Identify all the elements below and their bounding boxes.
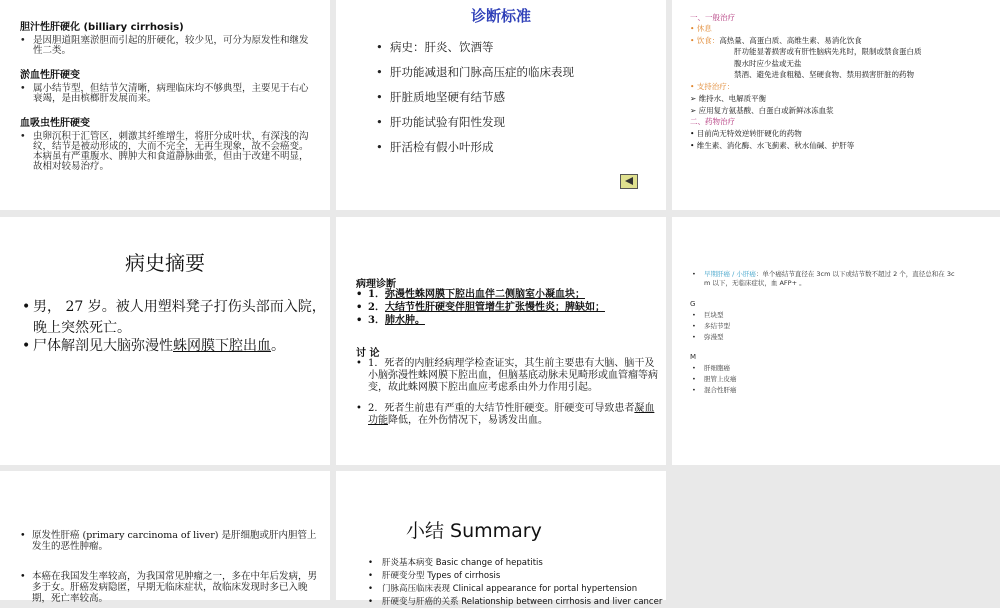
diagnosis-item [356,302,663,314]
underlined-term: 凝血功能 [368,403,655,426]
item-number: 3． [368,315,385,326]
list-item: • 肝细胞癌 [692,364,730,373]
section-text: • 虫卵沉积于汇管区，刺激其纤维增生，将肝分成叶状，有深浅的沟纹，结节是被动形成的，大而不完全，无再生现象，故不会癌变。本病虽有严重腹水、脾肿大和食道静脉曲张，但由于改建不明显，故相对较易治疗。 [20,132,312,172]
slide-thumbnail-5[interactable] [336,217,666,465]
list-item: • 维生素、消化酶、水飞蓟素、秋水仙碱、护肝等 [690,141,855,150]
back-arrow-icon[interactable] [620,174,638,189]
slide-title: 诊断标准 [470,7,531,25]
slide-thumbnail-8[interactable] [336,471,666,607]
section-congestive-cirrhosis [20,70,312,104]
section-title: 血吸虫性肝硬变 [20,118,90,129]
item-number: 1． [368,289,385,300]
slide-thumbnail-7[interactable] [0,471,330,604]
item-text: 降低，在外伤情况下，易诱发出血。 [388,415,548,426]
list-item: • 胆管上皮癌 [692,375,737,384]
list-item: 肝功能显著损害或有肝性脑病先兆时，限制或禁食蛋白质 [734,47,922,56]
list-item: • 肝功能试验有阳性发现 [376,110,574,135]
list-item: 禁酒、避免进食粗糙、坚硬食物、禁用损害肝脏的药物 [734,70,914,79]
slide-thumbnail-4[interactable] [0,217,330,465]
diagnosis-item [356,315,663,327]
list-item-text: 27 岁。被人用塑料凳子打伤头部而入院，晚上突然死亡。 [33,299,326,336]
slide-thumbnail-1[interactable] [0,0,330,210]
list-item-text: 尸体解剖见大脑弥漫性 [33,338,173,354]
slide-thumbnail-2[interactable] [336,0,666,210]
section-text: • 属小结节型，但结节欠清晰，病理临床均不够典型，主要见于右心衰竭，是由槟榔肝发展而来。 [20,84,312,104]
list-item-text: 男， [33,299,61,315]
list-item: • 肝功能减退和门脉高压症的临床表现 [376,60,574,85]
definition-text: ：单个癌结节直径在 3cm 以下或结节数不超过 2 个，直径总和在 3c [755,270,955,278]
slide-title: 病史摘要 [125,251,205,275]
list-item [22,297,328,339]
criteria-list [376,35,574,160]
gross-type-label: G [690,300,696,308]
list-item: • 弥漫型 [692,333,724,342]
slide-thumbnail-3[interactable] [672,0,1000,210]
list-item: • 支持治疗： [690,82,735,91]
discussion-item [356,403,663,427]
list-item: ➢ 应用复方氨基酸、白蛋白或新鲜冰冻血浆 [690,106,834,115]
list-item-text: 。 [271,338,285,354]
list-item-text: 高热量、高蛋白质、高维生素、易消化饮食 [719,36,862,45]
list-item: • 混合性肝癌 [692,386,737,395]
section-schistosomal-cirrhosis [20,118,312,172]
list-item: • 肝硬变分型 Types of cirrhosis [368,570,500,582]
definition-text: m 以下，无临床症状，血 AFP+ 。 [704,279,806,287]
heading-discussion: 讨 论 [356,348,380,359]
list-item: • 目前尚无特效逆转肝硬化的药物 [690,129,802,138]
discussion-item: • 1．死者的内脏经病理学检查证实，其生前主要患有大脑、脑干及小脑弥漫性蛛网膜下腔出血，但脑基底动脉未见畸形或血管瘤等病变，故此蛛网膜下腔出血应考虑系由外力作用引起。 [356,358,663,394]
list-item: • 多结节型 [692,322,730,331]
list-item: • 原发性肝癌 (primary carcinoma of liver) 是肝细胞或肝内胆管上发生的恶性肿瘤。 [20,530,324,552]
heading-general-treatment: 一、一般治疗 [690,13,735,22]
list-item: 腹水时应少盐或无盐 [734,59,802,68]
list-item: • 本癌在我国发生率较高，为我国常见肿瘤之一，多在中年后发病，男多于女。肝癌发病隐匿，早期无临床症状，故临床发现时多已入晚期，死亡率较高。 [20,571,324,604]
list-item [690,35,862,46]
underlined-term: 蛛网膜下腔出血 [173,338,271,354]
list-item: • 肝硬变与肝癌的关系 Relationship between cirrhosis and liver cancer [368,596,662,608]
slide-thumbnail-6[interactable] [672,217,1000,465]
list-item: • 休息 [690,24,712,33]
list-item: ➢ 维持水、电解质平衡 [690,94,767,103]
list-item: • 肝脏质地坚硬有结节感 [376,85,574,110]
item-text: 弥漫性蛛网膜下腔出血伴二侧脑室小凝血块； [384,289,585,300]
section-title: 胆汁性肝硬化 (billiary cirrhosis) [20,22,184,33]
item-number: 2． [368,302,385,313]
list-item [22,336,328,357]
micro-type-label: M [690,353,697,361]
heading-drug-treatment: 二、药物治疗 [690,117,735,126]
section-biliary-cirrhosis [20,22,312,56]
item-text: 2．死者生前患有严重的大结节性肝硬变。肝硬变可导致患者 [368,403,635,414]
item-text: 肺水肿。 [384,315,425,326]
list-item-label: • 饮食： [690,36,720,45]
slide-title: 小结 Summary [406,520,542,542]
section-title: 淤血性肝硬变 [20,70,80,81]
list-item: • 病史：肝炎、饮酒等 [376,35,574,60]
list-item: • 肝炎基本病变 Basic change of hepatitis [368,557,543,569]
list-item: • 门脉高压临床表现 Clinical appearance for portal hypertension [368,583,637,595]
list-item: • 肝活检有假小叶形成 [376,135,574,160]
section-text: • 是因胆道阻塞淤胆而引起的肝硬化，较少见，可分为原发性和继发性二类。 [20,36,312,56]
item-text: 大结节性肝硬变伴胆管增生扩张慢性炎；脾缺如； [384,302,605,313]
early-liver-cancer-definition [692,270,994,288]
diagnosis-item [356,289,663,301]
empty-slide-area [672,471,1000,600]
list-item: • 巨块型 [692,311,724,320]
heading-pathology-diagnosis: 病理诊断 [356,279,396,290]
term-label: 早期肝癌 / 小肝癌 [704,270,756,278]
